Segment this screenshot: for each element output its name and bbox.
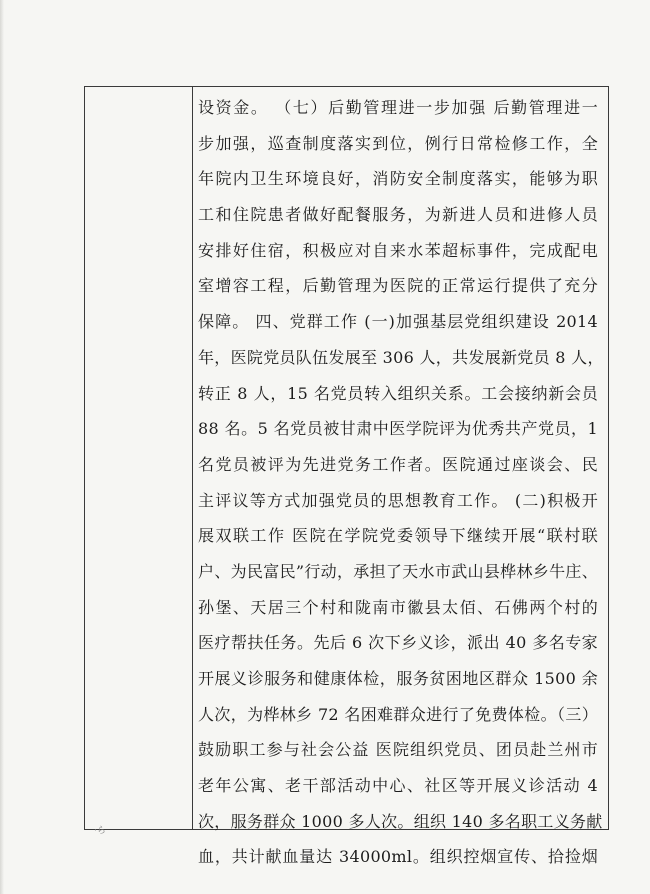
text-line: 展双联工作 医院在学院党委领导下继续开展“联村联	[198, 526, 598, 546]
text-line: 步加强，巡查制度落实到位，例行日常检修工作，全	[198, 133, 598, 153]
text-line: 户、为民富民”行动，承担了天水市武山县桦林乡牛庄、	[198, 561, 598, 581]
text-line: 鼓励职工参与社会公益 医院组织党员、团员赴兰州市	[198, 740, 598, 760]
scan-mark: ·ら	[94, 826, 106, 836]
text-line: 血，共计献血量达 34000ml。组织控烟宣传、拾捡烟	[198, 847, 598, 867]
text-line: 转正 8 人，15 名党员转入组织关系。工会接纳新会员	[198, 383, 598, 403]
column-divider	[192, 86, 193, 830]
text-line: 医疗帮扶任务。先后 6 次下乡义诊，派出 40 多名专家	[198, 633, 598, 653]
text-line: 孙堡、天居三个村和陇南市徽县太佰、石佛两个村的	[198, 597, 598, 617]
text-line: 安排好住宿，积极应对自来水苯超标事件，完成配电	[198, 240, 598, 260]
text-line: 主评议等方式加强党员的思想教育工作。 (二)积极开	[198, 490, 598, 510]
text-line: 年院内卫生环境良好，消防安全制度落实，能够为职	[198, 169, 598, 189]
text-line: 老年公寓、老干部活动中心、社区等开展义诊活动 4	[198, 776, 598, 796]
text-line: 工和住院患者做好配餐服务，为新进人员和进修人员	[198, 205, 598, 225]
scan-edge	[0, 0, 4, 894]
text-line: 名党员被评为先进党务工作者。医院通过座谈会、民	[198, 454, 598, 474]
text-line: 88 名。5 名党员被甘肃中医学院评为优秀共产党员，1	[198, 419, 598, 439]
text-line: 开展义诊服务和健康体检，服务贫困地区群众 1500 余	[198, 669, 598, 688]
text-line: 人次，为桦林乡 72 名困难群众进行了免费体检。（三）	[198, 704, 598, 724]
text-line: 设资金。 （七）后勤管理进一步加强 后勤管理进一	[198, 98, 598, 117]
text-line: 保障。 四、党群工作 (一)加强基层党组织建设 2014	[198, 312, 598, 332]
text-line: 室增容工程，后勤管理为医院的正常运行提供了充分	[198, 276, 598, 296]
text-line: 次，服务群众 1000 多人次。组织 140 多名职工义务献	[198, 811, 603, 831]
body-text	[198, 90, 604, 875]
text-line: 年，医院党员队伍发展至 306 人，共发展新党员 8 人，	[198, 347, 604, 367]
